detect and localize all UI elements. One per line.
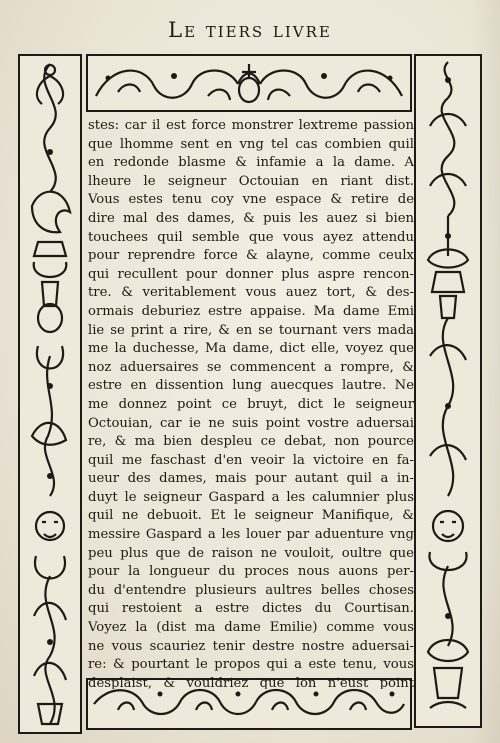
text-line: quil me faschast d'en veoir la victoire en fa- xyxy=(88,452,414,468)
text-line: me la duchesse, Ma dame, dict elle, voyez que xyxy=(88,341,414,357)
text-line: que lhomme sent en vng tel cas combien quil xyxy=(88,136,414,152)
left-border-ornament xyxy=(18,54,82,734)
text-line: ne vous scauriez tenir destre nostre aduersai- xyxy=(88,638,414,654)
text-line: lie se print a rire, & en se tournant vers mada xyxy=(88,322,414,338)
right-border-ornament xyxy=(414,54,482,728)
right-border-woodcut xyxy=(416,56,480,726)
text-line: estre en dissention lung auecques lautre. Ne xyxy=(88,378,414,394)
body-text xyxy=(88,117,414,689)
text-line: lheure le seigneur Octouian en riant dist. xyxy=(88,173,414,189)
text-line: ormais deburiez estre appaise. Ma dame Emi xyxy=(88,303,414,319)
text-line: peu plus que de raison ne vouloit, oultre que xyxy=(88,545,414,561)
text-line: desplaist, & vouldriez que lon n'eust point xyxy=(88,675,414,689)
text-line: qui restoient a estre dictes du Courtisan. xyxy=(88,601,414,617)
running-head: Le tiers livre xyxy=(168,18,332,42)
text-line: stes: car il est force monstrer lextreme passion xyxy=(88,118,414,133)
text-line: me donnez point ce bruyt, dict le seigneur xyxy=(88,396,414,412)
top-border-woodcut xyxy=(88,56,410,110)
text-line: du d'entendre plusieurs aultres belles choses xyxy=(88,582,414,598)
text-line: re, & ma bien despleu ce debat, non pource xyxy=(88,434,414,450)
text-line: pour la longueur du proces nous auons per- xyxy=(88,564,414,580)
left-border-woodcut xyxy=(20,56,80,732)
text-line: noz aduersaires se commencent a rompre, & xyxy=(88,359,414,375)
text-line: Voyez la (dist ma dame Emilie) comme vous xyxy=(88,620,414,636)
text-line: qui recullent pour donner plus aspre rencon- xyxy=(88,266,414,282)
text-line: tre. & veritablement vous auez tort, & des- xyxy=(88,285,414,301)
top-border-ornament xyxy=(86,54,412,112)
text-line: Octouian, car ie ne suis point vostre aduersai xyxy=(88,415,414,431)
text-line: Vous estes tenu coy vne espace & retire de xyxy=(88,192,414,208)
text-line: touchees quil semble que vous ayez attendu xyxy=(88,229,414,245)
text-line: ueur des dames, mais pour autant quil a in- xyxy=(88,471,414,487)
text-line: messire Gaspard a les louer par aduenture vng xyxy=(88,527,414,543)
text-line: re: & pourtant le propos qui a este tenu, vous xyxy=(88,657,414,673)
text-line: duyt le seigneur Gaspard a les calumnier plus xyxy=(88,489,414,505)
text-line: dire mal des dames, & puis les auez si bien xyxy=(88,210,414,226)
text-line: en redonde blasme & infamie a la dame. A xyxy=(88,155,414,171)
text-line: quil ne debuoit. Et le seigneur Manifique, & xyxy=(88,508,414,524)
text-line: pour reprendre force & alayne, comme ceulx xyxy=(88,248,414,264)
